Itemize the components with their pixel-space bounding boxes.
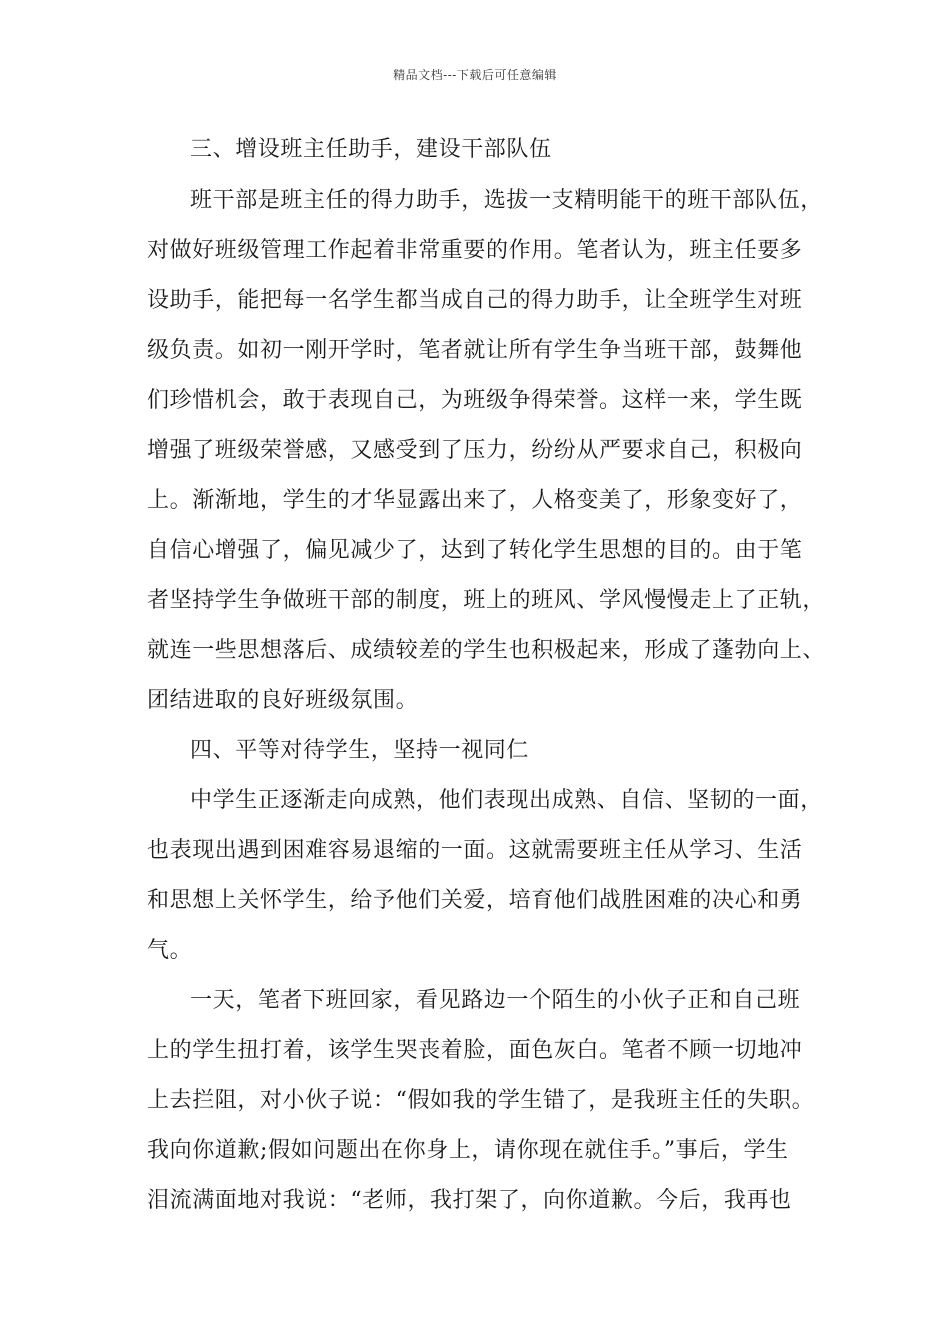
paragraph-line: 我向你道歉;假如问题出在你身上，请你现在就住手。”事后，学生 (147, 1138, 789, 1163)
paragraph-line: 上的学生扭打着，该学生哭丧着脸，面色灰白。笔者不顾一切地冲 (147, 1038, 803, 1063)
paragraph-line: 自信心增强了，偏见减少了，达到了转化学生思想的目的。由于笔 (147, 538, 803, 563)
paragraph-line: 增强了班级荣誉感，又感受到了压力，纷纷从严要求自己，积极向 (147, 438, 803, 463)
paragraph-line: 者坚持学生争做班干部的制度，班上的班风、学风慢慢走上了正轨， (147, 588, 826, 613)
paragraph-line: 上去拦阻，对小伙子说：“假如我的学生错了，是我班主任的失职。 (147, 1088, 815, 1113)
paragraph-line: 级负责。如初一刚开学时，笔者就让所有学生争当班干部，鼓舞他 (147, 338, 803, 363)
section-heading-3: 三、增设班主任助手，建设干部队伍 (190, 137, 552, 162)
page-header: 精品文档---下载后可任意编辑 (393, 68, 557, 82)
paragraph-line: 泪流满面地对我说：“老师，我打架了，向你道歉。今后，我再也 (147, 1188, 792, 1213)
paragraph-line: 也表现出遇到困难容易退缩的一面。这就需要班主任从学习、生活 (147, 838, 803, 863)
section-heading-4: 四、平等对待学生，坚持一视同仁 (190, 738, 530, 763)
paragraph-line: 就连一些思想落后、成绩较差的学生也积极起来，形成了蓬勃向上、 (147, 638, 826, 663)
paragraph-line: 一天，笔者下班回家，看见路边一个陌生的小伙子正和自己班 (190, 988, 801, 1013)
paragraph-line: 中学生正逐渐走向成熟，他们表现出成熟、自信、坚韧的一面， (190, 788, 823, 813)
paragraph-line: 上。渐渐地，学生的才华显露出来了，人格变美了，形象变好了， (147, 488, 803, 513)
paragraph-line: 和思想上关怀学生，给予他们关爱，培育他们战胜困难的决心和勇 (147, 888, 803, 913)
paragraph-line: 气。 (147, 938, 193, 963)
paragraph-line: 设助手，能把每一名学生都当成自己的得力助手，让全班学生对班 (147, 288, 803, 313)
paragraph-line: 对做好班级管理工作起着非常重要的作用。笔者认为，班主任要多 (147, 238, 803, 263)
paragraph-line: 班干部是班主任的得力助手，选拔一支精明能干的班干部队伍， (190, 188, 823, 213)
paragraph-line: 团结进取的良好班级氛围。 (147, 688, 419, 713)
paragraph-line: 们珍惜机会，敢于表现自己，为班级争得荣誉。这样一来，学生既 (147, 388, 803, 413)
